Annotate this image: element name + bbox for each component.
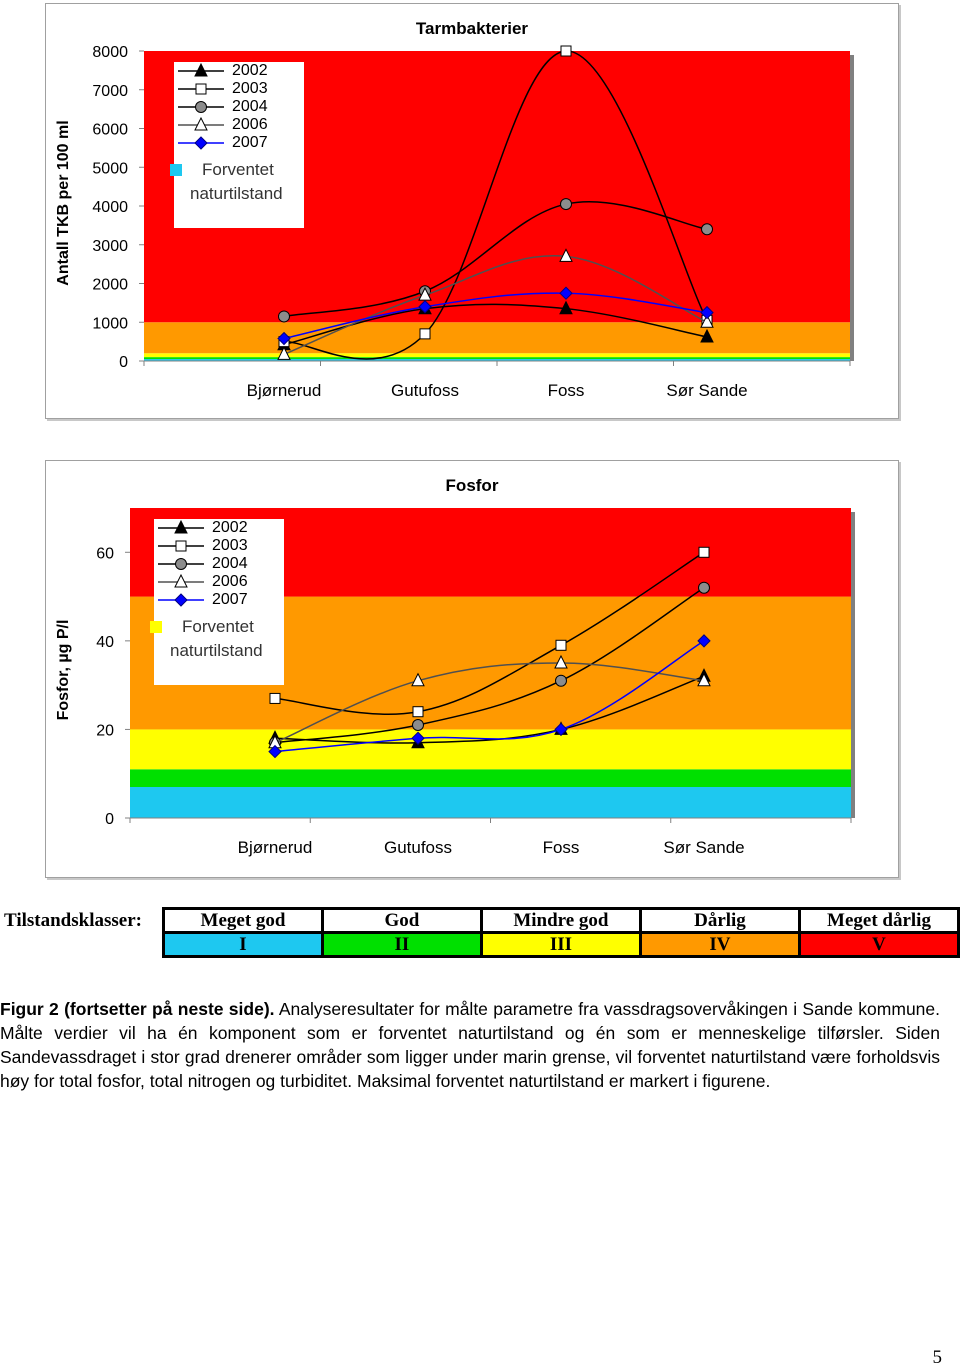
chart-title: Tarmbakterier [415,19,529,38]
legend-item-2002 [154,519,284,537]
caption-text: Analyseresultater for målte parametre fra vassdragsovervåkingen i Sande kommune. Målte verdier vil ha én komponent som er forventet naturtilstand og én som er menneskelige tilførsler. Siden Sandevassdraget i stor grad drenerer områder som ligger under marin grense, vil forventet naturtilstand være forholdsvis høy for total fosfor, total nitrogen og turbiditet. Maksimal forventet naturtilstand er markert i figurene. [0,999,941,1091]
legend-marker [175,575,187,587]
fosfor-chart [45,460,899,878]
x-tick-label: Sør Sande [666,381,748,400]
legend-label: 2006 [212,573,248,590]
klasse-roman-cell: III [481,933,640,957]
y-tick-label: 0 [105,811,114,828]
y-tick-label: 20 [96,722,114,740]
legend-label: 2003 [232,80,268,97]
legend-item-2004 [174,98,304,116]
klasse-name-cell: Dårlig [640,909,799,933]
y-tick-label: 40 [96,633,114,651]
data-point [699,547,709,557]
legend-item-natural-state [154,615,284,663]
data-point [699,582,710,593]
y-tick-label: 4000 [92,199,128,216]
data-point [279,311,290,322]
klasse-name-cell: Meget god [164,909,323,933]
legend-swatch [174,98,228,116]
legend-swatch [174,80,228,98]
legend-swatch [174,62,228,80]
legend-marker [195,137,207,149]
class-band-2 [144,357,850,359]
legend-label: 2003 [212,537,248,554]
y-tick-label: 8000 [92,44,128,61]
x-axis [144,361,850,400]
klasser-label: Tilstandsklasser: [4,910,142,931]
class-band-1 [130,787,851,818]
y-axis [96,545,130,828]
legend-item-2007 [174,134,304,152]
legend-swatch-natural [170,164,182,176]
klasse-roman-cell: IV [640,933,799,957]
legend-label: 2007 [232,134,268,151]
klasse-name-cell: Mindre god [481,909,640,933]
legend-item-2006 [174,116,304,134]
x-axis [130,818,851,857]
data-point [561,199,572,210]
legend-swatch [174,134,228,152]
legend-marker [176,559,187,570]
y-tick-label: 1000 [92,315,128,333]
data-point [420,329,430,339]
legend-label: 2006 [232,116,268,133]
klasse-name-cell: Meget dårlig [799,909,958,933]
legend [154,519,284,685]
legend-marker [195,118,207,130]
y-tick-label: 2000 [92,276,128,294]
figure-caption [0,997,940,1093]
page-number: 5 [932,1347,942,1368]
legend-swatch [174,116,228,134]
data-point [413,720,424,731]
y-axis-label: Fosfor, µg P/l [55,619,72,721]
legend [174,62,304,228]
x-tick-label: Foss [542,838,580,857]
data-point [270,693,280,703]
y-tick-label: 6000 [92,121,128,139]
legend-item-2006 [154,573,284,591]
x-tick-label: Sør Sande [663,838,745,857]
klasser-names-row [164,909,959,933]
y-axis [92,44,144,371]
x-tick-label: Bjørnerud [237,838,313,857]
legend-label: 2007 [212,591,248,608]
data-point [556,640,566,650]
klasse-roman-cell: V [799,933,958,957]
legend-item-natural-state [174,158,304,206]
class-band-3 [144,353,850,357]
klasse-name-cell: God [323,909,482,933]
legend-label: 2002 [212,519,248,536]
x-tick-label: Foss [547,381,585,400]
plot-shadow [851,512,855,818]
data-point [702,224,713,235]
legend-marker [175,521,187,533]
legend-marker [196,102,207,113]
klasser-roman-row [164,933,959,957]
legend-swatch [154,591,208,609]
caption-bold: Figur 2 (fortsetter på neste side). [0,999,275,1019]
legend-swatch [154,555,208,573]
legend-item-2004 [154,555,284,573]
legend-swatch-natural [150,621,162,633]
y-tick-label: 3000 [92,237,128,255]
legend-label-natural: Forventet naturtilstand [190,160,283,203]
y-tick-label: 5000 [92,160,128,178]
plot-shadow [850,55,854,361]
y-tick-label: 7000 [92,82,128,100]
class-band-2 [130,769,851,787]
legend-label-natural: Forventet naturtilstand [170,617,263,660]
data-point [413,707,423,717]
klasser-table [162,907,960,958]
klasse-roman-cell: I [164,933,323,957]
legend-marker [175,594,187,606]
legend-swatch [154,573,208,591]
class-band-3 [130,729,851,769]
klasse-roman-cell: II [323,933,482,957]
y-tick-label: 0 [119,354,128,371]
legend-item-2002 [174,62,304,80]
tarmbakterier-chart [45,3,899,419]
legend-label: 2002 [232,62,268,79]
legend-item-2003 [154,537,284,555]
legend-swatch [154,537,208,555]
legend-marker [176,541,186,551]
legend-marker [195,64,207,76]
legend-item-2003 [174,80,304,98]
x-tick-label: Bjørnerud [246,381,322,400]
data-point [556,675,567,686]
y-tick-label: 60 [96,545,114,563]
x-tick-label: Gutufoss [390,381,460,400]
data-point [561,46,571,56]
legend-label: 2004 [232,98,268,115]
class-band-4 [144,322,850,353]
y-axis-label: Antall TKB per 100 ml [55,120,72,286]
legend-label: 2004 [212,555,248,572]
legend-swatch [154,519,208,537]
x-tick-label: Gutufoss [383,838,453,857]
legend-marker [196,84,206,94]
chart-title: Fosfor [445,476,499,495]
legend-item-2007 [154,591,284,609]
